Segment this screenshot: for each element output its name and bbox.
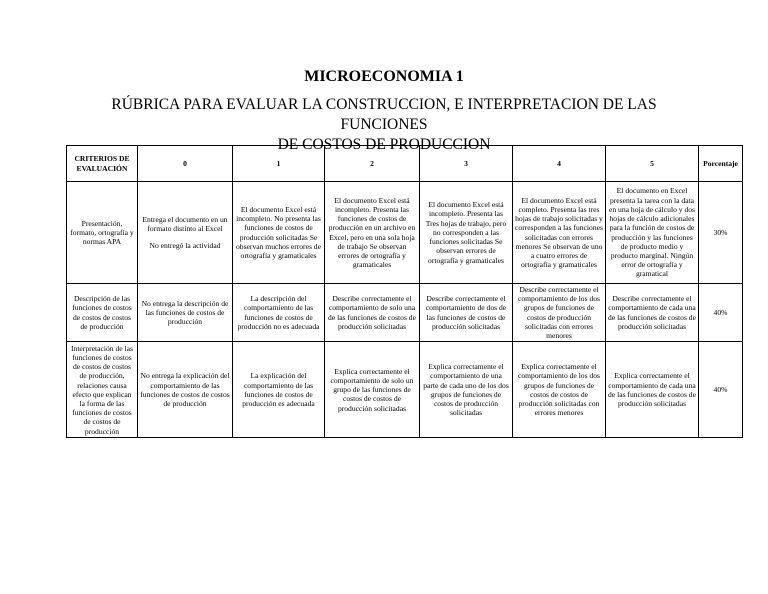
- percentage-cell: 40%: [699, 342, 743, 438]
- percentage-cell: 40%: [699, 284, 743, 342]
- header-row: [67, 146, 743, 182]
- level-0-text-b: No entregó la actividad: [149, 241, 221, 251]
- level-2-cell: Explica correctamente el comportamiento de solo un grupo de las funciones de costos de costos de producción solicitadas: [325, 342, 420, 438]
- level-4-cell: Describe correctamente el comportamiento de los dos grupos de funciones de costos de producción solicitadas con errores menores: [513, 284, 606, 342]
- level-2-cell: Describe correctamente el comportamiento de solo una de las funciones de costos de producción solicitadas: [325, 284, 420, 342]
- level-2-cell: El documento Excel está incompleto. Presenta las funciones de costos de producción en un archivo en Excel, pero en una sola hoja de trabajo Se observan errores de ortografía y gramaticales: [325, 182, 420, 284]
- subtitle-line-1: RÚBRICA PARA EVALUAR LA CONSTRUCCION, E INTERPRETACION DE LAS FUNCIONES: [111, 96, 657, 133]
- criterion-cell: Presentación, formato, ortografía y normas APA: [67, 182, 138, 284]
- header-level-0: 0: [138, 146, 233, 182]
- level-5-cell: El documento en Excel presenta la tarea con la data en una hoja de cálculo y dos hojas de cálculo adicionales para la función de costos de producción y las funciones de producto medio y producto marginal. Ningún error de ortografía y gramatical: [606, 182, 699, 284]
- rubric-table: [66, 145, 743, 438]
- header-level-2: 2: [325, 146, 420, 182]
- criterion-cell: Interpretación de las funciones de costos de costos de costos de producción, relaciones causa efecto que explican la forma de las funciones de costos de costos de producción: [67, 342, 138, 438]
- header-level-5: 5: [606, 146, 699, 182]
- level-3-cell: Explica correctamente el comportamiento de una parte de cada uno de los dos grupos de funciones de costos de producción solicitadas: [420, 342, 513, 438]
- subtitle-line-2: DE COSTOS DE PRODUCCION: [277, 136, 491, 153]
- header-percentage: Porcentaje: [699, 146, 743, 182]
- level-1-cell: El documento Excel está incompleto. No presenta las funciones de costos de producción solicitadas Se observan muchos errores de ortografía y gramaticales: [233, 182, 325, 284]
- level-0-text-a: Entrega el documento en un formato distinto al Excel: [142, 214, 228, 233]
- table-row: [67, 182, 743, 284]
- document-title: MICROECONOMIA 1: [304, 68, 464, 85]
- level-0-cell: [138, 182, 233, 284]
- level-3-cell: El documento Excel está incompleto. Presenta las Tres hojas de trabajo, pero no corresponden a las funciones solicitadas Se observan errores de ortografía y gramaticales: [420, 182, 513, 284]
- level-4-cell: El documento Excel está completo. Presenta las tres hojas de trabajo solicitadas y corresponden a las funciones solicitadas con errores menores Se observan de uno a cuatro errores de ortografía y gramaticales: [513, 182, 606, 284]
- table-row: [67, 284, 743, 342]
- level-1-cell: La descripción del comportamiento de las funciones de costos de producción no es adecuada: [233, 284, 325, 342]
- level-0-cell: No entrega la descripción de las funciones de costos de producción: [138, 284, 233, 342]
- criterion-cell: Descripción de las funciones de costos de costos de costos de producción: [67, 284, 138, 342]
- level-4-cell: Explica correctamente el comportamiento de los dos grupos de funciones de costos de costos de producción solicitadas con errores menores: [513, 342, 606, 438]
- level-5-cell: Describe correctamente el comportamiento de cada una de las funciones de costos de producción solicitadas: [606, 284, 699, 342]
- header-criteria: CRITERIOS DE EVALUACIÓN: [67, 146, 138, 182]
- table-row: [67, 342, 743, 438]
- level-3-cell: Describe correctamente el comportamiento de dos de las funciones de costos de producción solicitadas: [420, 284, 513, 342]
- percentage-cell: 30%: [699, 182, 743, 284]
- header-level-3: 3: [420, 146, 513, 182]
- header-level-4: 4: [513, 146, 606, 182]
- level-0-cell: No entrega la explicación del comportamiento de las funciones de costos de costos de producción: [138, 342, 233, 438]
- header-level-1: 1: [233, 146, 325, 182]
- level-1-cell: La explicación del comportamiento de las funciones de costos de producción es adecuada: [233, 342, 325, 438]
- level-5-cell: Explica correctamente el comportamiento de cada una de las funciones de costos de producción solicitadas: [606, 342, 699, 438]
